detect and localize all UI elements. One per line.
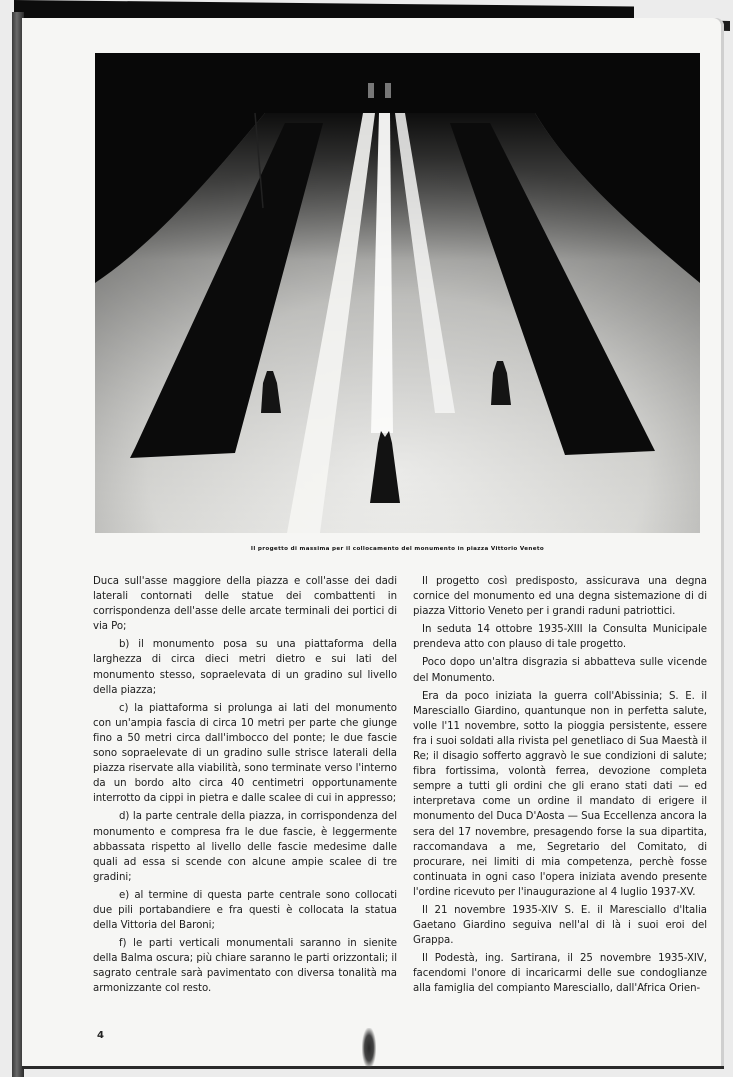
paragraph: Duca sull'asse maggiore della piazza e coll'asse dei dadi laterali contornati delle statue dei combattenti in corrispondenza dell'asse delle arcate terminali dei portici di via Po; bbox=[93, 576, 397, 633]
left-text-column bbox=[93, 574, 397, 1000]
paragraph: Il progetto così predisposto, assicurava una degna cornice del monumento ed una degna sistemazione di di piazza Vittorio Veneto per i grandi raduni patriottici. bbox=[413, 576, 707, 618]
paragraph-item-f: f) le parti verticali monumentali saranno in sienite della Balma oscura; più chiare saranno le parti orizzontali; il sagrato centrale sarà pavimentato con diversa tonalità ma armonizzante col resto. bbox=[93, 938, 397, 995]
photo-illustration bbox=[95, 53, 700, 533]
paragraph: Poco dopo un'altra disgrazia si abbatteva sulle vicende del Monumento. bbox=[413, 657, 707, 684]
paragraph-item-e: e) al termine di questa parte centrale sono collocati due pili portabandiere e fra questi è collocata la statua della Vittoria del Baroni; bbox=[93, 889, 397, 932]
paragraph: In seduta 14 ottobre 1935-XIII la Consulta Municipale prendeva atto con plauso di tale progetto. bbox=[413, 624, 707, 651]
paragraph: Era da poco iniziata la guerra coll'Abissinia; S. E. il Maresciallo Giardino, quantunque non in perfetta salute, volle l'11 novembre, sotto la pioggia persistente, essere fra i suoi soldati alla rivista pel genetliaco di Sua Maestà il Re; il disagio sofferto aggravò le sue condizioni di salute; fibra fortissima, volontà ferrea, devozione completa sempre a tutti gli ordini che gli erano stati dati — ed interpretava come un ordine il mandato di erigere il monumento del Duca D'Aosta — Sua Eccellenza ancora la sera del 17 novembre, presagendo forse la sua dipartita, raccomandava a me, Segretario del Comitato, di procurare, nei limiti di mia competenza, perchè fosse continuata in ogni caso l'opera iniziata avendo presente l'ordine ricevuto per l'inaugurazione al 4 luglio 1937-XV. bbox=[413, 690, 707, 898]
photo-caption: Il progetto di massima per il collocamento del monumento in piazza Vittorio Veneto bbox=[250, 546, 545, 552]
paragraph-item-d: d) la parte centrale della piazza, in corrispondenza del monumento e compresa fra le due fascie, è leggermente abbassata rispetto al livello delle fascie medesime dalle quali ad essa si scende con alcune ampie scalee di tre gradini; bbox=[93, 811, 397, 883]
monument-plan-photo bbox=[95, 53, 700, 533]
right-text-column bbox=[413, 574, 707, 1000]
binding-smudge bbox=[362, 1028, 376, 1068]
paragraph-item-b: b) il monumento posa su una piattaforma della larghezza di circa dieci metri dietro e sui lati del monumento stesso, sopraelevata di un gradino sul livello della piazza; bbox=[93, 639, 397, 696]
paragraph-item-c: c) la piattaforma si prolunga ai lati del monumento con un'ampia fascia di circa 10 metri per parte che giunge fino a 50 metri circa dall'imbocco del ponte; le due fascie sono sopraelevate di un gradino sulle strisce laterali della piazza riservate alla viabilità, sono terminate verso l'interno da un bordo alto circa 40 centimetri opportunamente interrotto da cippi in pietra e dalle scalee di cui in appresso; bbox=[93, 702, 397, 805]
page-number: 4 bbox=[97, 1030, 104, 1041]
paragraph: Il 21 novembre 1935-XIV S. E. il Maresciallo d'Italia Gaetano Giardino seguiva nell'al di là i suoi eroi del Grappa. bbox=[413, 904, 707, 947]
paragraph: Il Podestà, ing. Sartirana, il 25 novembre 1935-XIV, facendomi l'onore di incaricarmi delle sue condoglianze alla famiglia del compianto Maresciallo, dall'Africa Orien- bbox=[413, 953, 707, 995]
